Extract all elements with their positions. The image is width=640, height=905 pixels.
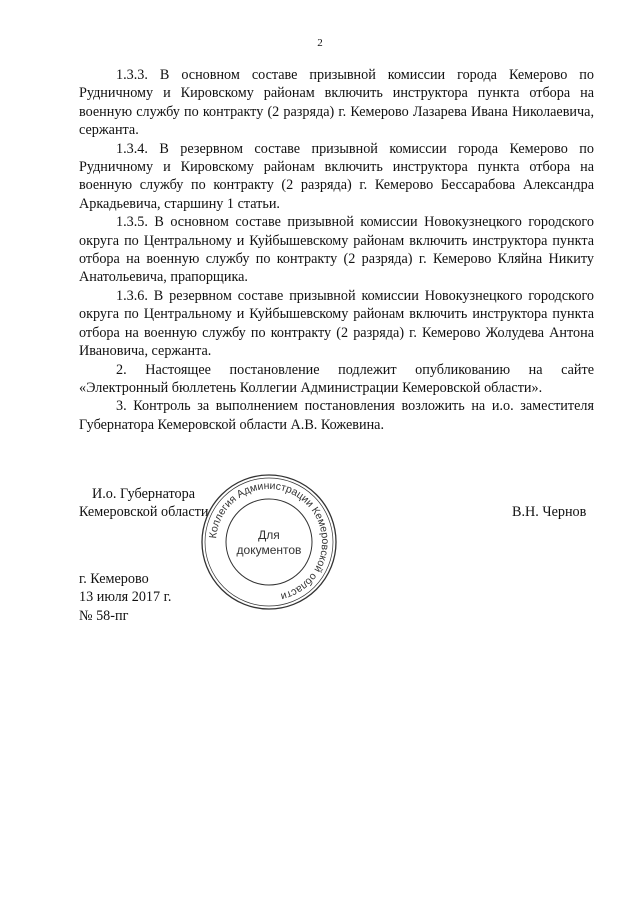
page-number: 2 [317, 37, 323, 49]
paragraph-1-3-4: 1.3.4. В резервном составе призывной комиссии города Кемерово по Рудничному и Кировскому районам включить инструктора пункта отбора на военную службу по контракту (2 разряда) г. Кемерово Бессарабова Александра Аркадьевича, старшину 1 статьи. [79, 140, 594, 212]
signatory-title-line1: И.о. Губернатора [92, 486, 195, 502]
document-body [79, 66, 594, 434]
seal-center-line1: Для [258, 528, 280, 542]
paragraph-2: 2. Настоящее постановление подлежит опубликованию на сайте «Электронный бюллетень Коллегии Администрации Кемеровской области». [79, 361, 594, 396]
paragraph-1-3-3: 1.3.3. В основном составе призывной комиссии города Кемерово по Рудничному и Кировскому районам включить инструктора пункта отбора на военную службу по контракту (2 разряда) г. Кемерово Лазарева Ивана Николаевича, сержанта. [79, 67, 594, 139]
footer-city: г. Кемерово [79, 571, 149, 587]
signatory-title-line2: Кемеровской области [79, 504, 209, 521]
signatory-name: В.Н. Чернов [512, 504, 587, 520]
footer-number: № 58-пг [79, 607, 129, 624]
seal-inner-ring [226, 499, 312, 585]
paragraph-3: 3. Контроль за выполнением постановления возложить на и.о. заместителя Губернатора Кемеровской области А.В. Кожевина. [79, 398, 594, 433]
signatory-title [79, 485, 208, 522]
paragraph-1-3-6: 1.3.6. В резервном составе призывной комиссии Новокузнецкого городского округа по Центральному и Куйбышевскому районам включить инструктора пункта отбора на военную службу по контракту (2 разряда) г. Кемерово Жолудева Антона Ивановича, сержанта. [79, 287, 594, 360]
official-seal-stamp [197, 470, 341, 614]
footer-date: 13 июля 2017 г. [79, 589, 172, 606]
document-footer [79, 570, 171, 625]
seal-outer-ring [202, 475, 336, 609]
seal-center-line2: документов [236, 543, 302, 557]
paragraph-1-3-5: 1.3.5. В основном составе призывной комиссии Новокузнецкого городского округа по Центральному и Куйбышевскому районам включить инструктора пункта отбора на военную службу по контракту (2 разряда) г. Кемерово Кляйна Никиту Анатольевича, прапорщика. [79, 214, 594, 286]
seal-outer-ring-inner [205, 478, 333, 606]
seal-ring-text: Коллегия Администрации Кемеровской области [207, 479, 332, 603]
